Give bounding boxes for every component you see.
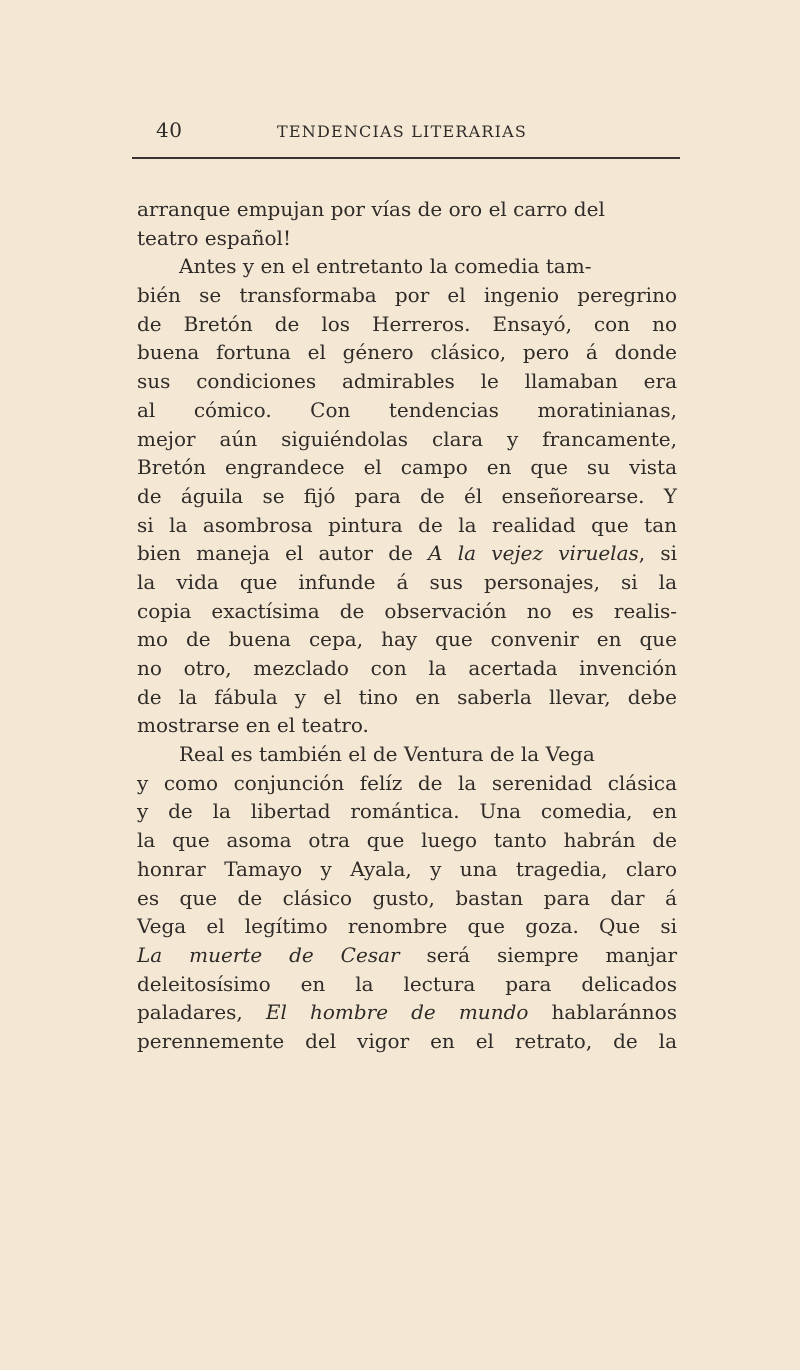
text-line — [137, 884, 677, 913]
text-segment: perennemente del vigor en el retrato, de la — [137, 1028, 677, 1053]
text-line — [137, 683, 677, 712]
text-segment: al cómico. Con tendencias moratinianas, — [137, 397, 677, 422]
text-line — [137, 482, 677, 511]
text-line — [137, 597, 677, 626]
text-segment: Vega el legítimo renombre que goza. Que si — [137, 914, 677, 939]
text-line — [137, 338, 677, 367]
text-segment: la vida que infunde á sus personajes, si la — [137, 569, 677, 594]
text-segment: es que de clásico gusto, bastan para dar á — [137, 885, 677, 910]
text-line — [137, 367, 677, 396]
page-number: 40 — [156, 118, 183, 142]
text-segment: Real es también el de Ventura de la Vega — [179, 742, 595, 767]
text-line — [137, 654, 677, 683]
text-line — [137, 711, 677, 740]
italic-title: El hombre de mundo — [265, 1000, 529, 1025]
text-line — [137, 511, 677, 540]
text-segment: Bretón engrandece el campo en que su vista — [137, 455, 677, 480]
text-segment: honrar Tamayo y Ayala, y una tragedia, claro — [137, 856, 677, 881]
text-segment: de águila se fijó para de él enseñorearse. Y — [137, 483, 677, 508]
text-line — [137, 970, 677, 999]
text-segment: buena fortuna el género clásico, pero á donde — [137, 340, 677, 365]
text-segment: teatro español! — [137, 225, 291, 250]
text-segment: mostrarse en el teatro. — [137, 713, 369, 738]
text-line — [137, 252, 677, 281]
body-text — [137, 195, 677, 1056]
text-line — [137, 998, 677, 1027]
header-rule — [132, 157, 680, 159]
text-segment: bién se transformaba por el ingenio peregrino — [137, 283, 677, 308]
text-line — [137, 195, 677, 224]
text-line — [137, 1027, 677, 1056]
text-segment: la que asoma otra que luego tanto habrán de — [137, 828, 677, 853]
text-segment: mejor aún siguiéndolas clara y francamente, — [137, 426, 677, 451]
text-segment: y como conjunción felíz de la serenidad clásica — [137, 770, 677, 795]
text-line — [137, 912, 677, 941]
text-line — [137, 797, 677, 826]
text-segment: si la asombrosa pintura de la realidad que tan — [137, 512, 677, 537]
text-segment: será siempre manjar — [399, 942, 677, 967]
text-segment: paladares, — [137, 1000, 266, 1025]
text-segment: deleitosísimo en la lectura para delicados — [137, 971, 677, 996]
text-segment: hablaránnos — [528, 1000, 677, 1025]
text-line — [137, 539, 677, 568]
text-line — [137, 310, 677, 339]
text-segment: copia exactísima de observación no es realis- — [137, 598, 677, 623]
text-segment: Antes y en el entretanto la comedia tam- — [179, 254, 592, 279]
text-segment: de la fábula y el tino en saberla llevar, debe — [137, 684, 677, 709]
text-segment: y de la libertad romántica. Una comedia, en — [137, 799, 677, 824]
italic-title: La muerte de Cesar — [137, 942, 400, 967]
text-segment: , si — [638, 541, 678, 566]
text-segment: de Bretón de los Herreros. Ensayó, con no — [137, 311, 677, 336]
page-header — [132, 118, 680, 148]
text-line — [137, 281, 677, 310]
text-line — [137, 425, 677, 454]
text-segment: mo de buena cepa, hay que convenir en que — [137, 627, 677, 652]
text-segment: no otro, mezclado con la acertada invención — [137, 656, 677, 680]
text-line — [137, 769, 677, 798]
text-line — [137, 453, 677, 482]
text-line — [137, 941, 677, 970]
text-line — [137, 224, 677, 253]
text-segment: bien maneja el autor de — [137, 541, 429, 566]
text-segment: arranque empujan por vías de oro el carro del — [137, 197, 605, 221]
text-line — [137, 826, 677, 855]
running-title: TENDENCIAS LITERARIAS — [277, 122, 528, 141]
italic-title: A la vejez viruelas — [428, 541, 639, 566]
text-line — [137, 855, 677, 884]
text-line — [137, 740, 677, 769]
text-line — [137, 396, 677, 425]
text-segment: sus condiciones admirables le llamaban era — [137, 369, 677, 394]
text-line — [137, 568, 677, 597]
text-line — [137, 625, 677, 654]
